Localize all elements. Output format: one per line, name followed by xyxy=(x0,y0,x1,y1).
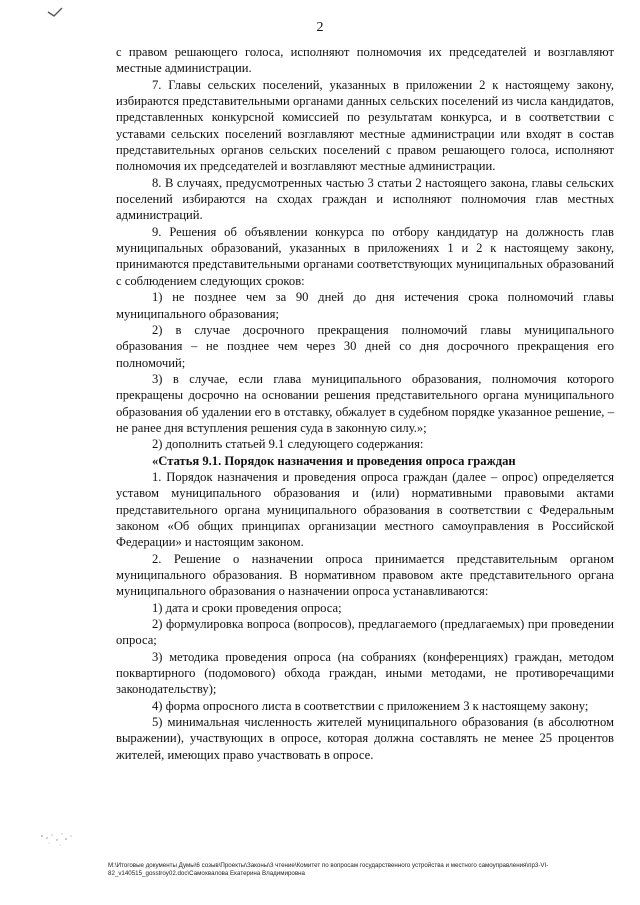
paragraph: 8. В случаях, предусмотренных частью 3 статьи 2 настоящего закона, главы сельских поселений избираются на сходах граждан и исполняют полномочия глав местных администраций. xyxy=(116,175,614,223)
paragraph: 2) дополнить статьей 9.1 следующего содержания: xyxy=(152,437,424,452)
file-path-footer: M:\Итоговые документы Думы\6 созыв\Проекты\Законы\3 чтение\Комитет по вопросам государственного устройства и местного самоуправления\пр3-VI-82_v140515_gosstroy02.doc\Самохвалова Екатерина Владимировна xyxy=(108,862,549,877)
paragraph: 7. Главы сельских поселений, указанных в приложении 2 к настоящему закону, избираются представительными органами данных сельских поселений из числа кандидатов, представленных конкурсной комиссией по результатам конкурса, и в соответствии с уставами сельских поселений возглавляют местные администрации или входят в состав представительных органов сельских поселений с правом решающего голоса, исполняют полномочия их председателей и возглавляют местные администрации. xyxy=(116,77,614,174)
paragraph: 1) дата и сроки проведения опроса; xyxy=(152,600,342,615)
paragraph: 1. Порядок назначения и проведения опроса граждан (далее – опрос) определяется уставом муниципального образования и (или) нормативными правовыми актами представительного органа муниципального образования в соответствии с Федеральным законом «Об общих принципах организации местного самоуправления в Российской Федерации» и настоящим законом. xyxy=(116,469,614,550)
paragraph: 2) формулировка вопроса (вопросов), предлагаемого (предлагаемых) при проведении опроса; xyxy=(116,617,614,648)
paragraph: 2. Решение о назначении опроса принимается представительным органом муниципального образования. В нормативном правовом акте представительного органа муниципального образования о назначении опроса устанавливаются: xyxy=(116,551,614,599)
paragraph: с правом решающего голоса, исполняют полномочия их председателей и возглавляют местные администрации. xyxy=(116,45,614,76)
article-heading: «Статья 9.1. Порядок назначения и проведения опроса граждан xyxy=(152,453,516,468)
paragraph: 4) форма опросного листа в соответствии с приложением 3 к настоящему закону; xyxy=(152,698,589,713)
paragraph: 2) в случае досрочного прекращения полномочий главы муниципального образования – не позднее чем через 30 дней со дня досрочного прекращения его полномочий; xyxy=(116,322,614,370)
document-body xyxy=(116,44,614,763)
paragraph: 3) в случае, если глава муниципального образования, полномочия которого прекращены досрочно на основании решения представительного органа муниципального образования об удалении его в отставку, обжалует в судебном порядке указанное решение, – не ранее дня вступления решения суда в законную силу.»; xyxy=(116,371,614,435)
paragraph: 9. Решения об объявлении конкурса по отбору кандидатур на должность глав муниципальных образований, указанных в приложениях 1 и 2 к настоящему закону, принимаются представительными органами соответствующих муниципальных образований с соблюдением следующих сроков: xyxy=(116,224,614,288)
paragraph: 5) минимальная численность жителей муниципального образования (в абсолютном выражении), участвующих в опросе, которая должна составлять не менее 25 процентов жителей, имеющих право участвовать в опросе. xyxy=(116,715,614,762)
page-number: 2 xyxy=(316,20,324,35)
scan-noise-dots xyxy=(38,818,78,848)
paragraph: 1) не позднее чем за 90 дней до дня истечения срока полномочий главы муниципального образования; xyxy=(116,290,614,321)
paragraph: 3) методика проведения опроса (на собраниях (конференциях) граждан, методом поквартирного (подомового) обхода граждан, иными методами, не противоречащими законодательству); xyxy=(116,649,614,697)
scan-artifact-mark xyxy=(46,2,66,22)
